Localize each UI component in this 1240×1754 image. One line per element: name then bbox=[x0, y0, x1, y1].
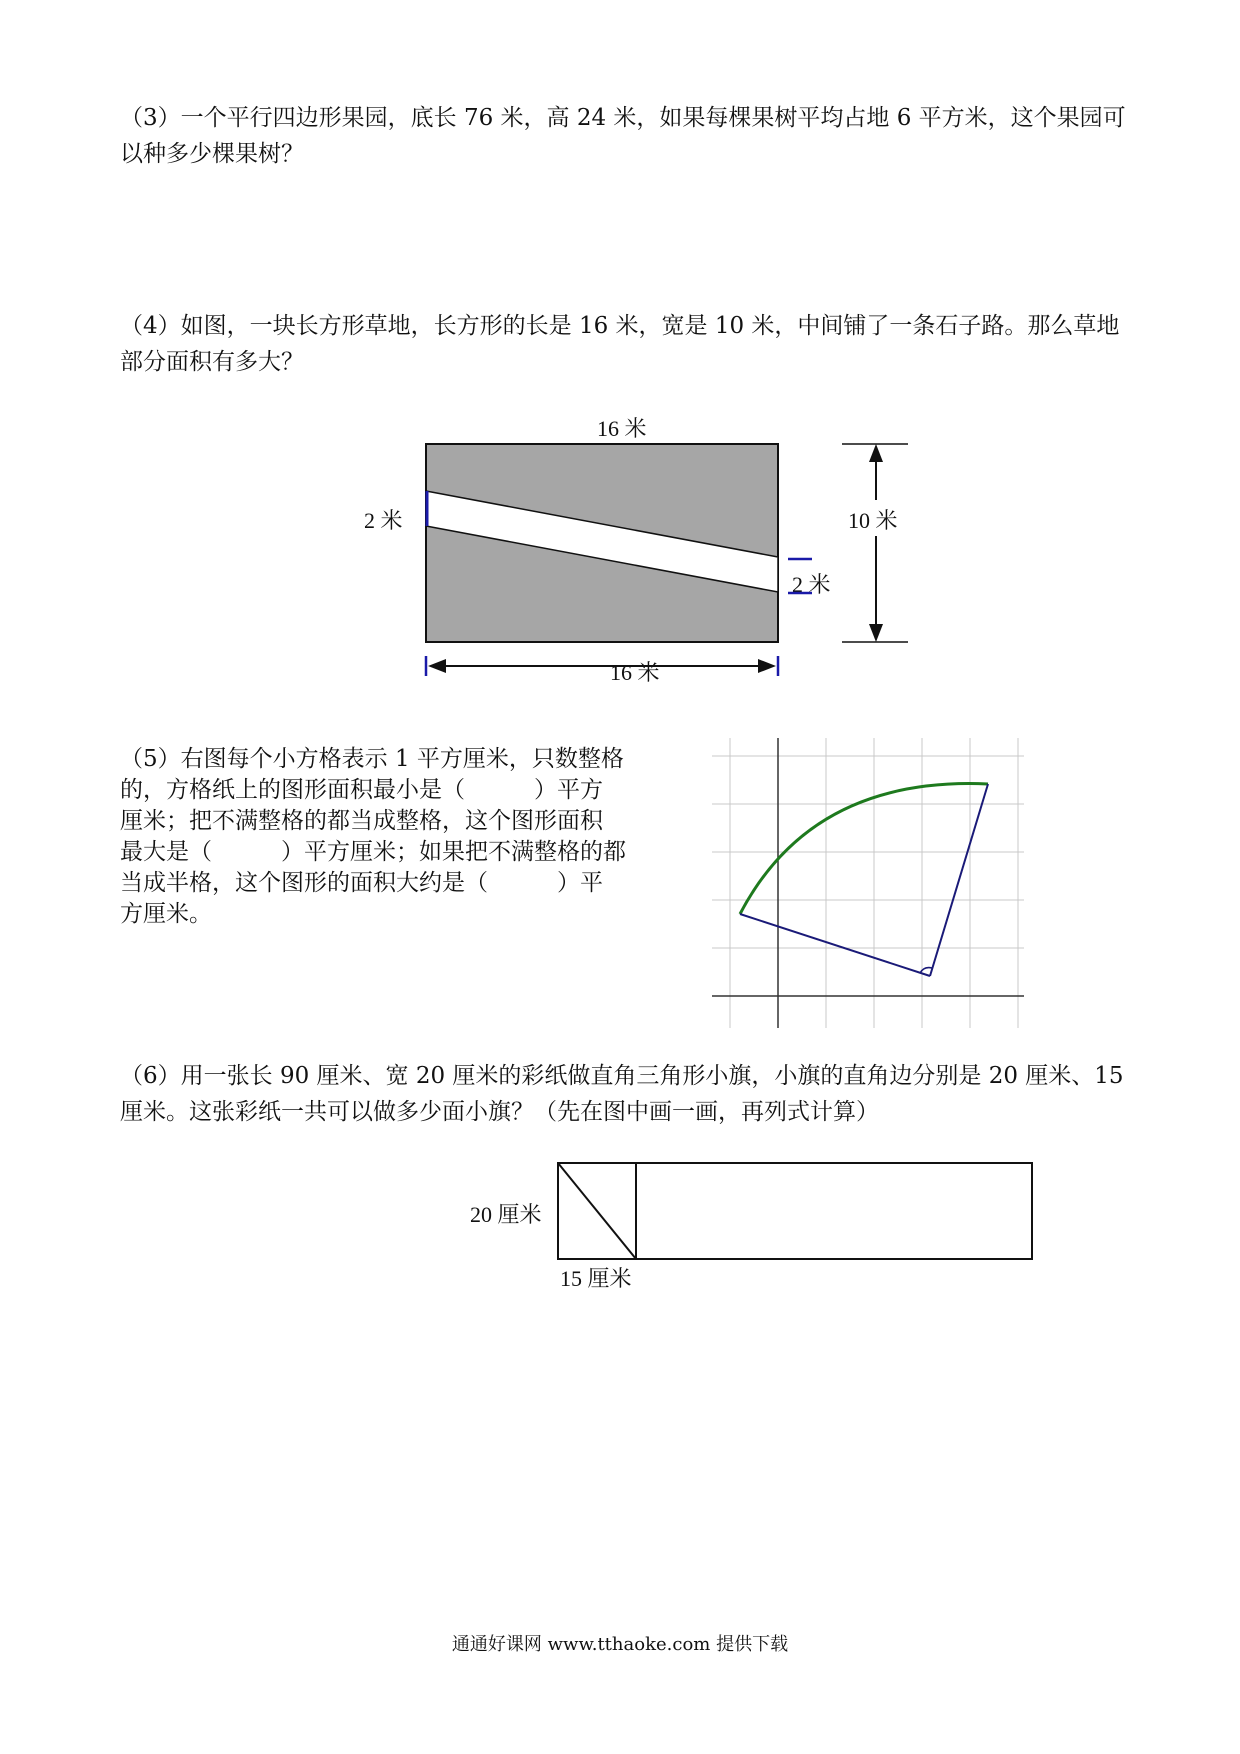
question-5-line: 当成半格，这个图形的面积大约是（ ）平 bbox=[120, 870, 603, 896]
question-4-text: （4）如图，一块长方形草地，长方形的长是 16 米，宽是 10 米，中间铺了一条石子路。那么草地部分面积有多大？ bbox=[120, 313, 1120, 375]
question-5-line: 方厘米。 bbox=[120, 901, 212, 927]
question-5-line: 的，方格纸上的图形面积最小是（ ）平方 bbox=[120, 777, 603, 803]
path-left-width-label: 2 米 bbox=[364, 508, 403, 533]
paper-height-label: 20 厘米 bbox=[470, 1202, 542, 1227]
question-5-line: （5）右图每个小方格表示 1 平方厘米，只数整格 bbox=[120, 746, 624, 772]
question-6-text: （6）用一张长 90 厘米、宽 20 厘米的彩纸做直角三角形小旗，小旗的直角边分别是 20 厘米、15 厘米。这张彩纸一共可以做多少面小旗？（先在图中画一画，再列式计算） bbox=[120, 1063, 1124, 1125]
question-5-line: 厘米；把不满整格的都当成整格，这个图形面积 bbox=[120, 808, 603, 834]
path-right-width-label: 2 米 bbox=[792, 572, 831, 597]
page-footer bbox=[0, 1630, 1240, 1656]
paper-rectangle bbox=[558, 1163, 1032, 1259]
footer-text: 通通好课网 www.tthaoke.com 提供下载 bbox=[451, 1634, 789, 1655]
question-3-text: （3）一个平行四边形果园，底长 76 米，高 24 米，如果每棵果树平均占地 6 平方米，这个果园可以种多少棵果树？ bbox=[120, 105, 1126, 167]
question-5-line: 最大是（ ）平方厘米；如果把不满整格的都 bbox=[120, 839, 626, 865]
paper-width-label: 15 厘米 bbox=[560, 1266, 632, 1291]
lawn-top-length-label: 16 米 bbox=[597, 416, 647, 441]
flag-diagonal bbox=[558, 1163, 636, 1259]
lawn-height-label: 10 米 bbox=[848, 508, 898, 533]
lawn-bottom-length-label: 16 米 bbox=[604, 656, 666, 687]
